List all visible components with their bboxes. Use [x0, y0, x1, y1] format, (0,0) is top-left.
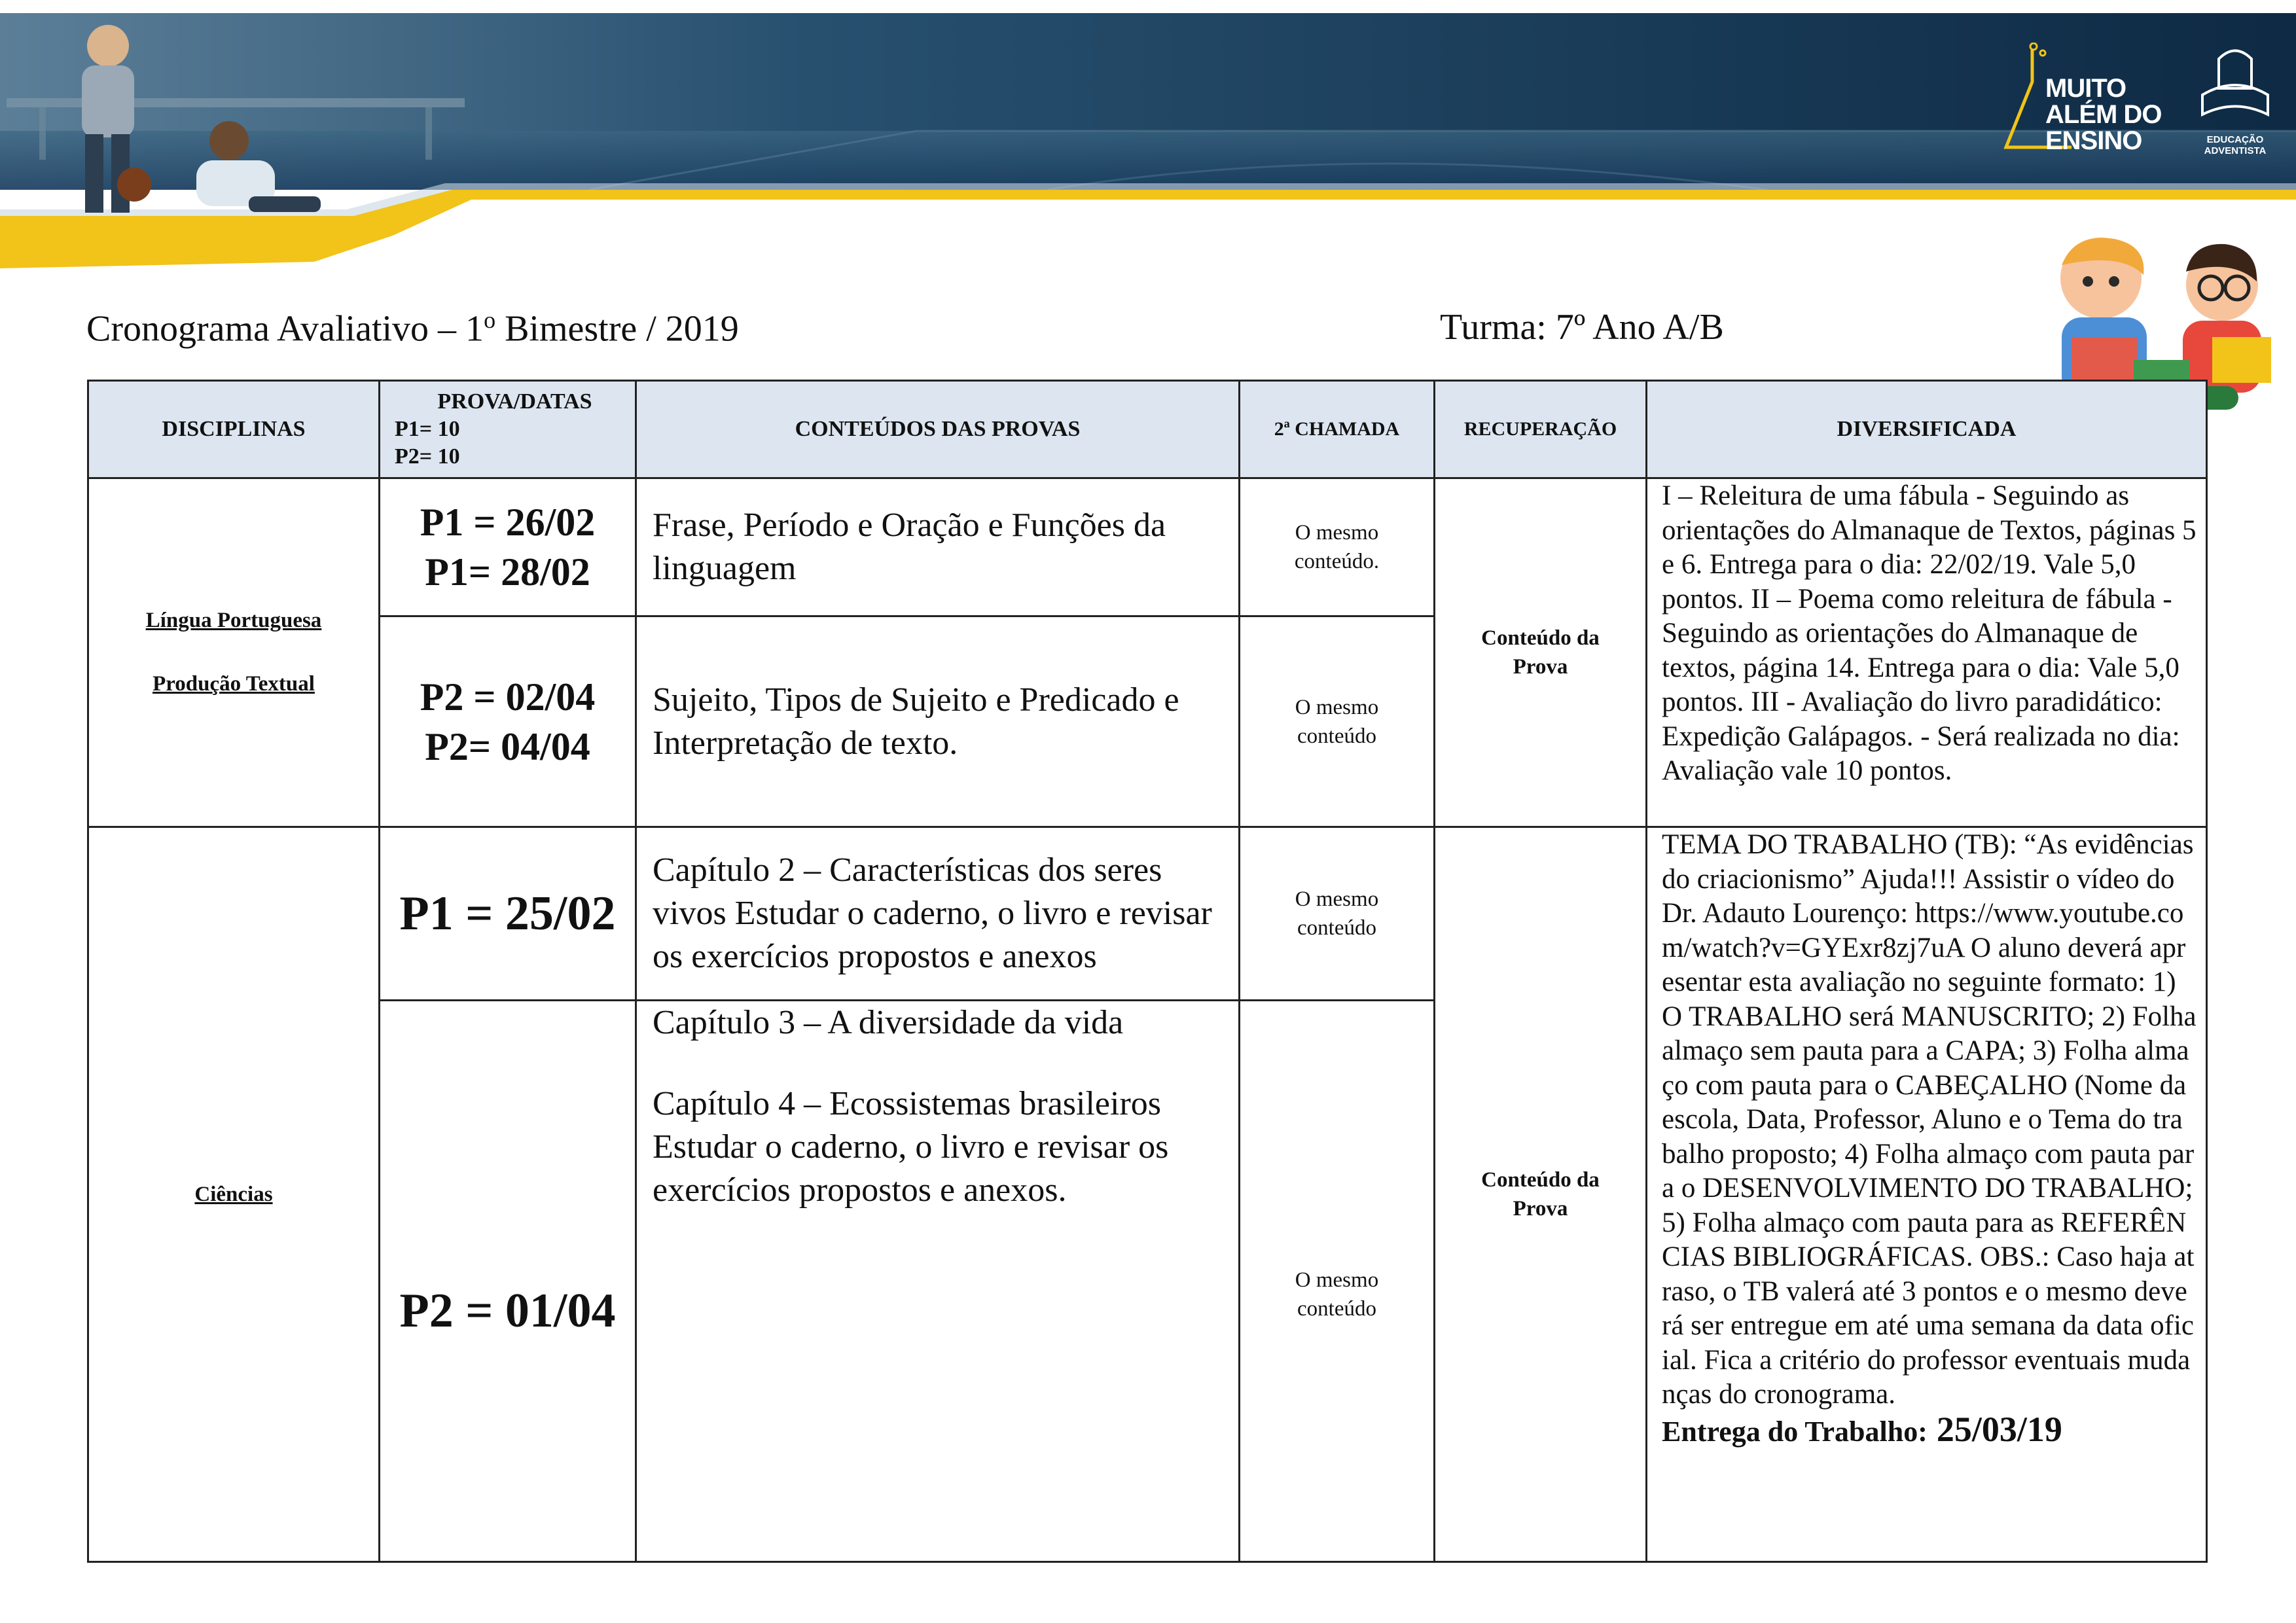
lp-p1-content: Frase, Período e Oração e Funções da linguagem	[637, 479, 1240, 617]
lp-p1-dates: P1 = 26/02 P1= 28/02	[380, 479, 637, 617]
lp-p2-dates: P2 = 02/04 P2= 04/04	[380, 617, 637, 828]
brand-logo	[1986, 43, 2287, 167]
ciencias-p1-segunda-chamada: O mesmo conteúdo	[1240, 828, 1435, 1001]
col-header-recuperacao: RECUPERAÇÃO	[1435, 382, 1647, 479]
lp-p1-segunda-chamada: O mesmo conteúdo.	[1240, 479, 1435, 617]
col-header-prova-datas: PROVA/DATAS P1= 10 P2= 10	[380, 382, 637, 479]
discipline-name: Ciências	[194, 1182, 273, 1206]
ciencias-p1-content: Capítulo 2 – Características dos seres vivos Estudar o caderno, o livro e revisar os exercícios propostos e anexos	[637, 828, 1240, 1001]
entrega-do-trabalho: Entrega do Trabalho: 25/03/19	[1662, 1409, 2062, 1449]
col-header-diversificada: DIVERSIFICADA	[1647, 382, 2208, 479]
brand-logo-text: MUITO ALÉM DO ENSINO	[2045, 74, 2162, 155]
class-label: Turma: 7º Ano A/B	[1440, 307, 1724, 348]
discipline-lingua-portuguesa	[89, 479, 380, 828]
header-banner	[0, 0, 2296, 268]
lp-p2-content: Sujeito, Tipos de Sujeito e Predicado e Interpretação de texto.	[637, 617, 1240, 828]
col-header-segunda-chamada: 2ª CHAMADA	[1240, 382, 1435, 479]
col-header-conteudos: CONTEÚDOS DAS PROVAS	[637, 382, 1240, 479]
ciencias-p2-segunda-chamada: O mesmo conteúdo	[1240, 1001, 1435, 1563]
discipline-ciencias	[89, 828, 380, 1563]
ciencias-p2-date: P2 = 01/04	[380, 1001, 637, 1563]
ciencias-diversificada	[1647, 828, 2208, 1563]
lp-diversificada: I – Releitura de uma fábula - Seguindo as orientações do Almanaque de Textos, páginas 5 e 6. Entrega para o dia: 22/02/19. Vale 5,0 pontos. II – Poema como releitura de fábula - Seguindo as orientações do Almanaque de textos, página 14. Entrega para o dia: Vale 5,0 pontos. III - Avaliação do livro paradidático: Expedição Galápagos. - Será realizada no dia: Avaliação vale 10 pontos.	[1647, 479, 2208, 828]
col-header-disciplinas: DISCIPLINAS	[89, 382, 380, 479]
network-logo-text: EDUCAÇÃO ADVENTISTA	[2204, 134, 2267, 156]
discipline-name: Língua Portuguesa	[145, 609, 322, 632]
lp-recuperacao: Conteúdo da Prova	[1435, 479, 1647, 828]
ciencias-p1-date: P1 = 25/02	[380, 828, 637, 1001]
ciencias-diversificada-text: TEMA DO TRABALHO (TB): “As evidências do criacionismo” Ajuda!!! Assistir o vídeo do Dr. Adauto Lourenço: https://www.youtube.com/watch?v=GYExr8zj7uA O aluno deverá apresentar esta avaliação no seguinte formato: 1) O TRABALHO será MANUSCRITO; 2) Folha almaço sem pauta para a CAPA; 3) Folha almaço com pauta para o CABEÇALHO (Nome da escola, Data, Professor, Aluno e o Tema do trabalho proposto; 4) Folha almaço com pauta para o DESENVOLVIMENTO DO TRABALHO; 5) Folha almaço com pauta para as REFERÊNCIAS BIBLIOGRÁFICAS. OBS.: Caso haja atraso, o TB valerá até 3 pontos e o mesmo deverá ser entregue em até uma semana da data oficial. Fica a critério do professor eventuais mudanças do cronograma.	[1662, 829, 2197, 1410]
ciencias-p2-content: Capítulo 3 – A diversidade da vida Capítulo 4 – Ecossistemas brasileiros Estudar o caderno, o livro e revisar os exercícios propostos e anexos.	[637, 1001, 1240, 1563]
banner-graphic	[0, 0, 2296, 268]
discipline-name: Produção Textual	[152, 672, 315, 696]
ciencias-recuperacao: Conteúdo da Prova	[1435, 828, 1647, 1563]
lp-p2-segunda-chamada: O mesmo conteúdo	[1240, 617, 1435, 828]
page-title: Cronograma Avaliativo – 1$^o$ Bimestre / 2019	[86, 307, 739, 349]
schedule-table	[87, 380, 2208, 1563]
